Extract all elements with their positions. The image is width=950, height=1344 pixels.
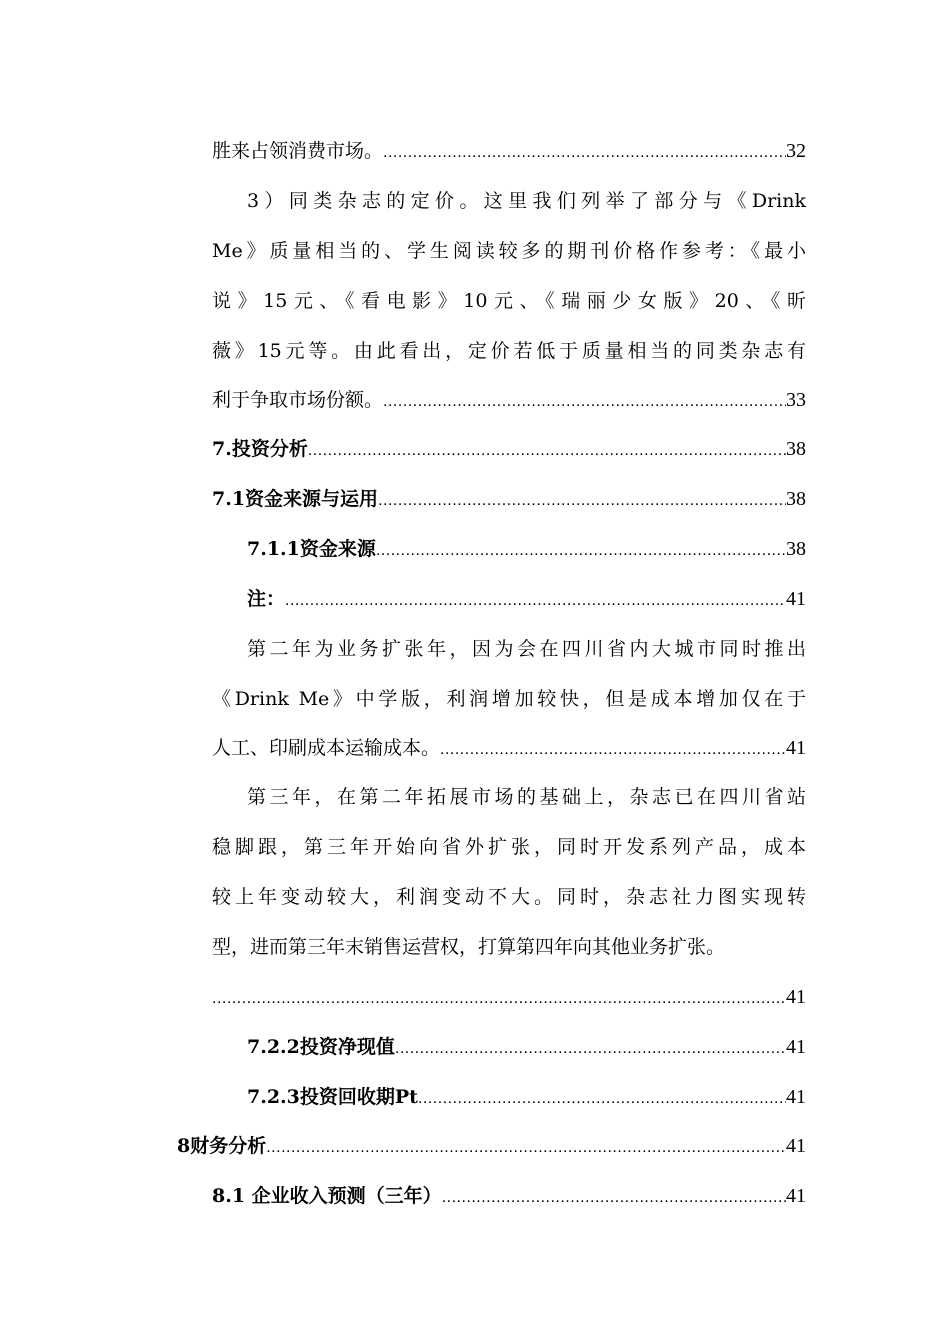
paragraph-line: 较上年变动较大，利润变动不大。同时，杂志社力图实现转 [212,886,806,908]
toc-page-number: 41 [786,1185,806,1207]
toc-entry-subsection[interactable] [212,482,806,516]
toc-entry-subsubsection[interactable] [247,532,806,566]
toc-entry[interactable] [212,134,806,168]
dot-leader [212,982,786,1016]
paragraph-line: 型，进而第三年末销售运营权，打算第四年向其他业务扩张。 [212,936,726,958]
dot-leader [378,484,786,518]
toc-entry-text: 利于争取市场份额。 [212,389,384,411]
dot-leader [440,733,786,767]
paragraph-line: 第二年为业务扩张年，因为会在四川省内大城市同时推出 [247,638,806,660]
paragraph-line: Me》质量相当的、学生阅读较多的期刊价格作参考：《最小 [212,240,806,262]
paragraph-line: 说》15元、《看电影》10元、《瑞丽少女版》20、《昕 [212,290,806,312]
toc-page-number: 41 [786,986,806,1008]
toc-entry-text: 7.1资金来源与运用 [212,488,379,510]
toc-page-number: 41 [786,737,806,759]
dot-leader [418,1082,786,1116]
toc-entry-subsection[interactable] [212,1179,806,1213]
toc-entry-text: 注： [247,588,286,610]
toc-page-number: 41 [786,1036,806,1058]
toc-entry-text: 8.1 企业收入预测（三年） [212,1185,442,1207]
toc-entry-text: 7.投资分析 [212,438,308,460]
toc-entry-text: 胜来占领消费市场。 [212,140,384,162]
toc-page-number: 41 [786,588,806,610]
toc-page-number: 41 [786,1135,806,1157]
dot-leader [395,1032,786,1066]
dot-leader [383,136,786,170]
paragraph-line: 稳脚跟，第三年开始向省外扩张，同时开发系列产品，成本 [212,836,806,858]
toc-entry-section[interactable] [212,432,806,466]
dot-leader [383,385,786,419]
toc-entry-subsubsection[interactable] [247,1080,806,1114]
paragraph-line: 第三年，在第二年拓展市场的基础上，杂志已在四川省站 [247,786,806,808]
toc-entry-note[interactable] [247,582,806,616]
dot-leader [442,1181,786,1215]
toc-entry-text: 7.2.2投资净现值 [247,1036,395,1058]
dot-leader [266,1131,786,1165]
toc-page-number: 41 [786,1086,806,1108]
toc-page-number: 38 [786,438,806,460]
dot-leader [285,584,786,618]
toc-entry-text: 7.2.3投资回收期Pt [247,1086,418,1108]
toc-page-number: 38 [786,488,806,510]
paragraph-line: 薇》15元等。由此看出，定价若低于质量相当的同类杂志有 [212,340,806,362]
toc-entry-text: 7.1.1资金来源 [247,538,376,560]
toc-page-number: 32 [786,140,806,162]
toc-page-number: 33 [786,389,806,411]
toc-entry-text: 人工、印刷成本运输成本。 [212,737,441,759]
paragraph-line: 3）同类杂志的定价。这里我们列举了部分与《Drink [247,190,806,212]
toc-entry[interactable] [212,731,806,765]
toc-page-number: 38 [786,538,806,560]
toc-entry-text: 8财务分析 [177,1135,267,1157]
paragraph-line: 《Drink Me》中学版，利润增加较快，但是成本增加仅在于 [212,688,806,710]
toc-entry-section[interactable] [177,1129,806,1163]
dot-leader [308,434,786,468]
toc-entry-subsubsection[interactable] [247,1030,806,1064]
toc-entry[interactable] [212,980,806,1014]
toc-entry[interactable] [212,383,806,417]
dot-leader [376,534,786,568]
